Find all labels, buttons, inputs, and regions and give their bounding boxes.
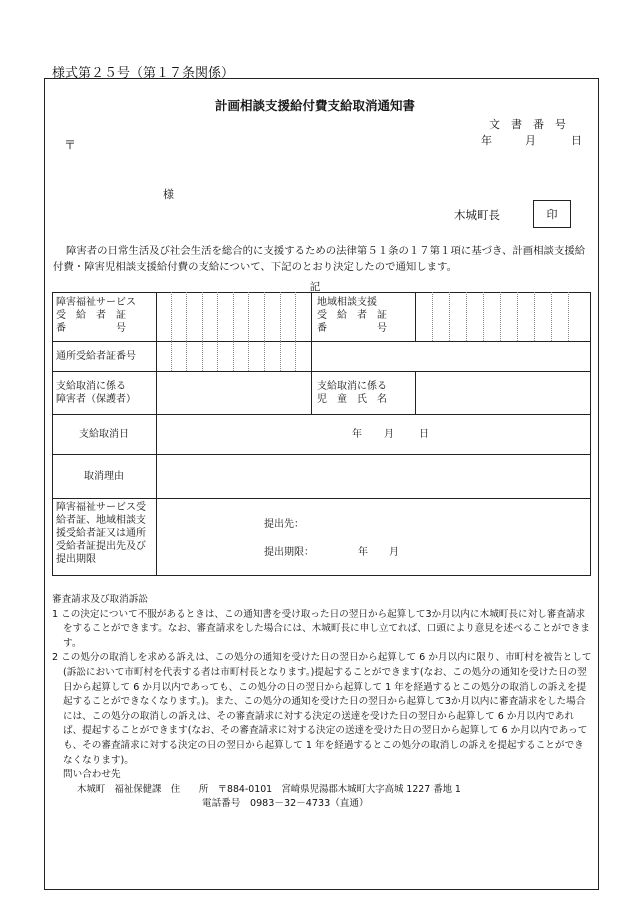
- postal-mark: 〒: [64, 138, 77, 152]
- appeal-heading: 審査請求及び取消訴訟: [52, 594, 148, 605]
- label-line: 障害福祉サービス受: [56, 502, 146, 513]
- date-day-label: 日: [571, 134, 582, 147]
- cancellation-date-month: 月: [384, 429, 394, 440]
- digit-divider: [551, 292, 552, 341]
- label-line: 番 号: [317, 323, 387, 334]
- table-rule: [52, 371, 591, 372]
- table-rule: [311, 292, 312, 341]
- digit-divider: [449, 292, 450, 341]
- appeal-notes: [52, 593, 592, 812]
- digit-divider: [186, 341, 187, 371]
- community-support-certificate-label: [317, 296, 412, 335]
- label-line: 提出期限: [56, 554, 96, 565]
- digit-divider: [217, 341, 218, 371]
- cancellation-date-year: 年: [352, 429, 362, 440]
- seal-label: 印: [546, 208, 558, 221]
- recipient-suffix: 様: [163, 188, 174, 201]
- label-line: 障害福祉サービス: [56, 297, 136, 308]
- digit-divider: [264, 292, 265, 341]
- digit-divider: [233, 341, 234, 371]
- table-rule: [415, 292, 416, 341]
- digit-divider: [248, 292, 249, 341]
- date-month-label: 月: [525, 134, 536, 147]
- day-service-certificate-label: 通所受給者証番号: [56, 351, 136, 362]
- digit-divider: [186, 292, 187, 341]
- cancelled-child-label: [317, 380, 412, 406]
- cancellation-date-label: 支給取消日: [79, 429, 129, 440]
- table-rule: [311, 371, 312, 414]
- digit-divider: [295, 341, 296, 371]
- cancellation-reason-label: 取消理由: [84, 471, 124, 482]
- submit-to-label: 提出先：: [264, 519, 304, 530]
- issue-date: [481, 132, 586, 146]
- digit-divider: [202, 292, 203, 341]
- table-rule: [156, 292, 157, 576]
- submit-deadline-year: 年: [358, 547, 368, 558]
- digit-divider: [233, 292, 234, 341]
- table-rule: [415, 371, 416, 414]
- ki-label: 記: [309, 281, 321, 293]
- digit-divider: [202, 341, 203, 371]
- contact-address: 木城町 福祉保健課 住 所 〒884-0101 宮崎県児湯郡木城町大字高城 1227 番地 1: [77, 783, 461, 795]
- submit-deadline-month: 月: [389, 547, 399, 558]
- intro-text: 障害者の日常生活及び社会生活を総合的に支援するための法律第５１条の１７第１項に基づき、計画相談支援給付費・障害児相談支援給付費の支給について、下記のとおり決定したので通知します。: [53, 245, 586, 273]
- label-line: 支給取消に係る: [317, 381, 387, 392]
- contact-heading: 問い合わせ先: [63, 769, 121, 781]
- label-line: 支給取消に係る: [56, 381, 126, 392]
- label-line: 番 号: [56, 323, 126, 334]
- digit-divider: [517, 292, 518, 341]
- label-line: 児 童 氏 名: [317, 394, 387, 405]
- cancellation-date-day: 日: [419, 429, 429, 440]
- digit-divider: [432, 292, 433, 341]
- seal-box: [533, 200, 571, 228]
- certificate-return-label: [56, 501, 154, 566]
- page-title: 計画相談支援給付費支給取消通知書: [214, 98, 415, 113]
- digit-divider: [217, 292, 218, 341]
- appeal-item-2: 2 この処分の取消しを求める訴えは、この処分の通知を受けた日の翌日から起算して 6 か月以内に限り、市町村を被告として(訴訟において市町村を代表する者は市町村長となります。)提起することができます(なお、この処分の通知を受けた日の翌日から起算して 6 か月以内であっても、この処分の日の翌日から起算して 1 年を経過するとこの処分の取消しの訴えを提起することができなくなります。)。また、この処分の通知を受けた日の翌日から起算して3か月以内に審査請求をした場合には、この処分の取消しの訴えは、その審査請求に対する決定の送達を受けた日の翌日から起算して 6 か月以内であれば、提起することができます(なお、その審査請求に対する決定の送達を受けた日の翌日から起算して 6 か月以内であっても、その審査請求に対する決定の日の翌日から起算して 1 年を経過するとこの処分の取消しの訴えを提起することができなくなります)。: [52, 652, 592, 766]
- table-rule: [52, 454, 591, 455]
- form-number-label: 様式第２５号（第１７条関係）: [52, 66, 235, 81]
- table-rule: [52, 498, 591, 499]
- digit-divider: [280, 292, 281, 341]
- table-rule: [311, 341, 312, 371]
- table-rule: [52, 414, 591, 415]
- digit-divider: [248, 341, 249, 371]
- digit-divider: [264, 341, 265, 371]
- label-line: 障害者（保護者）: [56, 394, 136, 405]
- digit-divider: [568, 292, 569, 341]
- label-line: 受 給 者 証: [56, 310, 126, 321]
- digit-divider: [171, 341, 172, 371]
- service-certificate-label: [56, 296, 152, 335]
- contact-phone: 電話番号 0983－32－4733（直通）: [202, 798, 369, 810]
- digit-divider: [171, 292, 172, 341]
- appeal-item-1: 1 この決定について不服があるときは、この通知書を受け取った日の翌日から起算して3か月以内に木城町長に対し審査請求をすることができます。なお、審査請求をした場合には、木城町長に申し立てれば、口頭により意見を述べることができます。: [52, 608, 590, 649]
- digit-divider: [483, 292, 484, 341]
- submit-deadline-label: 提出期限：: [264, 547, 314, 558]
- sender-name: 木城町長: [454, 208, 500, 222]
- digit-divider: [500, 292, 501, 341]
- label-line: 地域相談支援: [317, 297, 377, 308]
- cancelled-person-label: [56, 380, 154, 406]
- digit-divider: [295, 292, 296, 341]
- label-line: 受給者証提出先及び: [56, 541, 146, 552]
- label-line: 受 給 者 証: [317, 310, 387, 321]
- date-year-label: 年: [481, 134, 492, 147]
- digit-divider: [280, 341, 281, 371]
- digit-divider: [534, 292, 535, 341]
- document-number-label: 文書番号: [489, 118, 577, 131]
- digit-divider: [466, 292, 467, 341]
- label-line: 給者証、地域相談支: [56, 515, 146, 526]
- table-rule: [52, 341, 591, 342]
- label-line: 援受給者証又は通所: [56, 528, 146, 539]
